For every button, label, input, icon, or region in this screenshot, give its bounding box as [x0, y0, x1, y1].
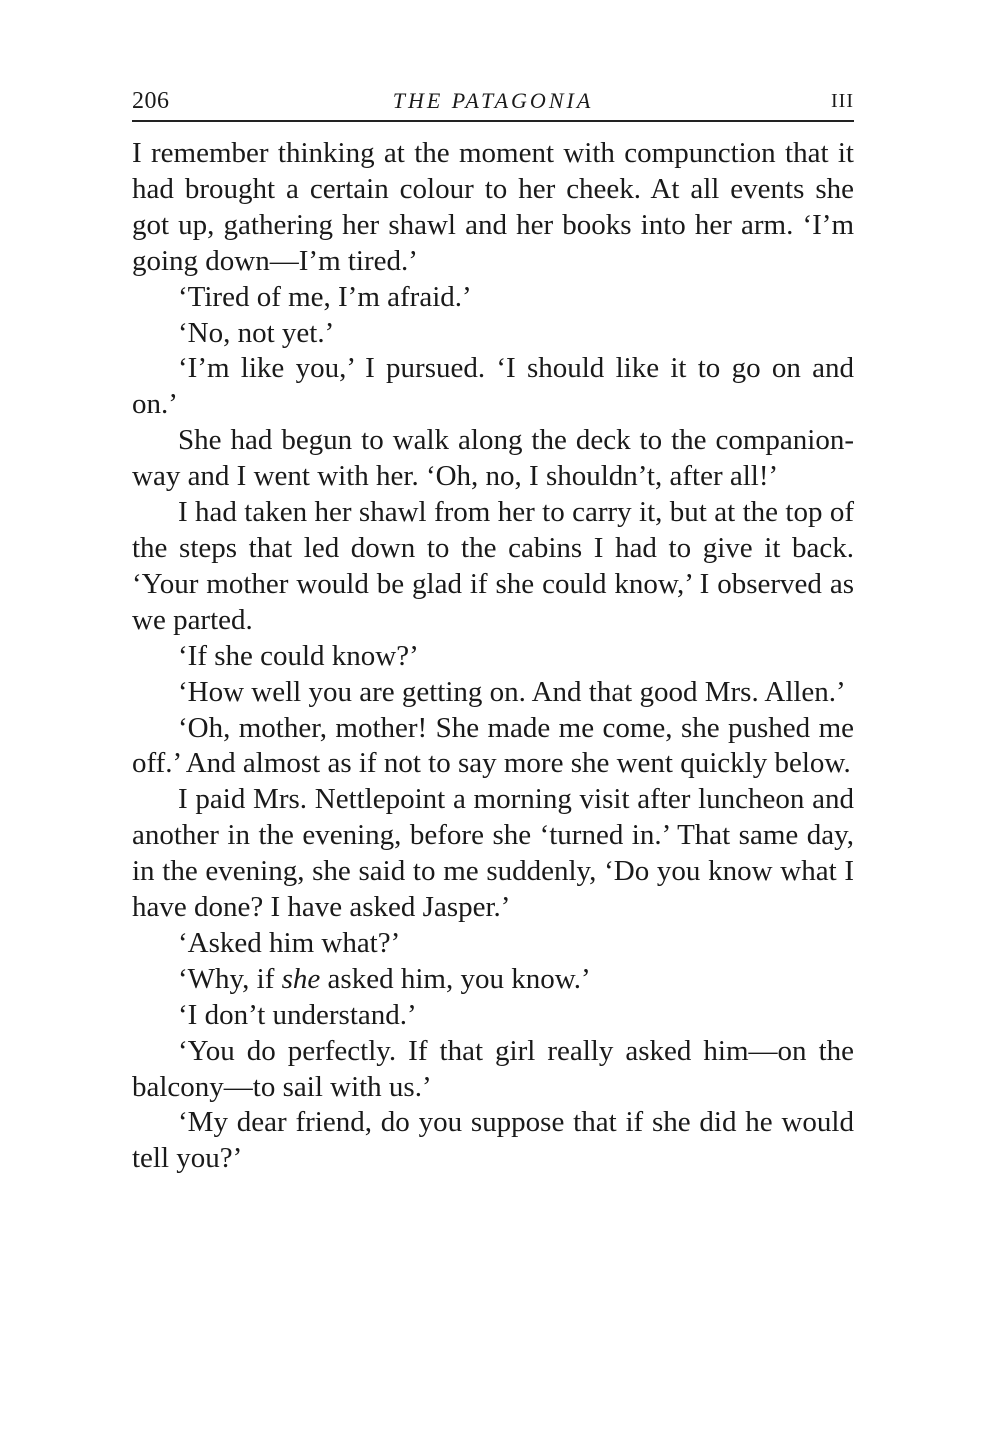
paragraph: I had taken her shawl from her to carry it, but at the top of the steps that led down to the cabins I had to give it back. ‘Your mother would be glad if she could know,’ I observed as we parted. — [132, 496, 854, 636]
paragraph: ‘I don’t understand.’ — [178, 998, 417, 1031]
paragraph: ‘Oh, mother, mother! She made me come, she pushed me off.’ And almost as if not to say more she went quickly below. — [132, 711, 854, 780]
paragraph: I paid Mrs. Nettlepoint a morning visit after luncheon and another in the evening, before she ‘turned in.’ That same day, in the evening, she said to me suddenly, ‘Do you know what I have done? I have asked Jasper.’ — [132, 783, 854, 924]
paragraph: ‘My dear friend, do you suppose that if she did he would tell you?’ — [132, 1106, 854, 1175]
paragraph: ‘No, not yet.’ — [178, 316, 335, 349]
paragraph: She had begun to walk along the deck to the companion-way and I went with her. ‘Oh, no, I shouldn’t, after all!’ — [132, 424, 854, 493]
paragraph: ‘Tired of me, I’m afraid.’ — [178, 280, 472, 313]
paragraph: ‘Asked him what?’ — [178, 926, 401, 959]
book-page — [132, 86, 854, 1177]
paragraph: ‘You do perfectly. If that girl really asked him—on the balcony—to sail with us.’ — [132, 1034, 854, 1103]
paragraph: ‘How well you are getting on. And that good Mrs. Allen.’ — [178, 675, 846, 708]
chapter-number: III — [831, 90, 854, 112]
paragraph: ‘I’m like you,’ I pursued. ‘I should like it to go on and on.’ — [132, 352, 854, 421]
page-number: 206 — [132, 88, 170, 114]
paragraph: I remember thinking at the moment with compunction that it had brought a certain colour to her cheek. At all events she got up, gathering her shawl and her books into her arm. ‘I’m going down—I’m tired.’ — [132, 137, 854, 277]
running-header — [132, 86, 854, 120]
paragraph: ‘If she could know?’ — [178, 639, 419, 672]
header-rule — [132, 120, 854, 122]
emphasized-word: she — [281, 962, 321, 995]
paragraph — [132, 962, 854, 998]
paragraph-text: asked him, you know.’ — [320, 962, 591, 995]
body-text — [132, 136, 854, 1177]
paragraph-text: ‘Why, if — [178, 962, 282, 995]
running-title: THE PATAGONIA — [392, 88, 594, 113]
